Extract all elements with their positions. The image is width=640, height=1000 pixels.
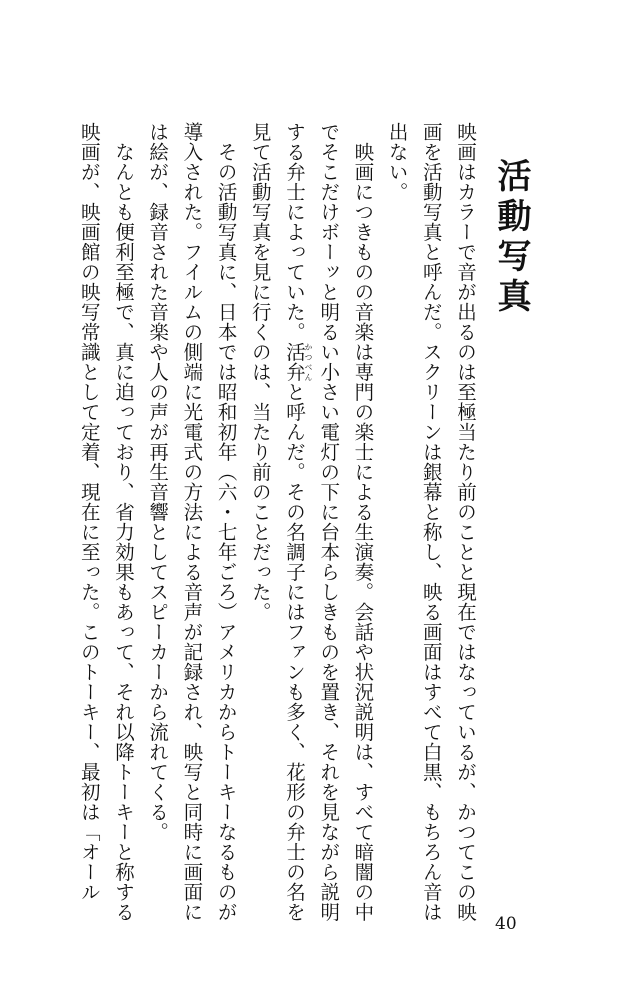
- paragraph-2: [243, 122, 380, 922]
- ruby-katsuben: [282, 342, 313, 382]
- page-number: 40: [495, 914, 517, 934]
- ruby-reading: かつべん: [303, 342, 313, 382]
- ruby-base: 活弁: [282, 342, 306, 382]
- section-heading: 活動写真: [491, 158, 531, 318]
- paragraph-4: なんとも便利至極で、真に迫っており、省力効果もあって、それ以降トーキーと称する映画が、映画館の映写常識として定着、現在に至った。このトーキー、最初は「オール: [77, 122, 135, 922]
- paragraph-2-text: 映画につきものの音楽は専門の楽士による生演奏。会話や状況説明は、すべて暗闇の中でそこだけボーッと明るい小さい電灯の下に台本らしきものを置き、それを見ながら説明する弁士によっていた。: [282, 122, 375, 922]
- body-text: [72, 122, 482, 922]
- paragraph-3: その活動写真に、日本では昭和初年（六・七年ごろ）アメリカからトーキーなるものが導入された。フイルムの側端に光電式の方法による音声が記録され、映写と同時に画面には絵が、録音された音楽や人の声が再生音響としてスピーカーから流れてくる。: [146, 122, 238, 922]
- paragraph-2-continuation: と呼んだ。その名調子にはファンも多く、花形の弁士の名を見て活動写真を見に行くのは、当たり前のことだった。: [248, 122, 306, 922]
- paragraph-1: 映画はカラーで音が出るのは至極当たり前のことと現在ではなっているが、かつてこの映画を活動写真と呼んだ。スクリーンは銀幕と称し、映る画面はすべて白黒、もちろん音は出ない。: [385, 122, 477, 922]
